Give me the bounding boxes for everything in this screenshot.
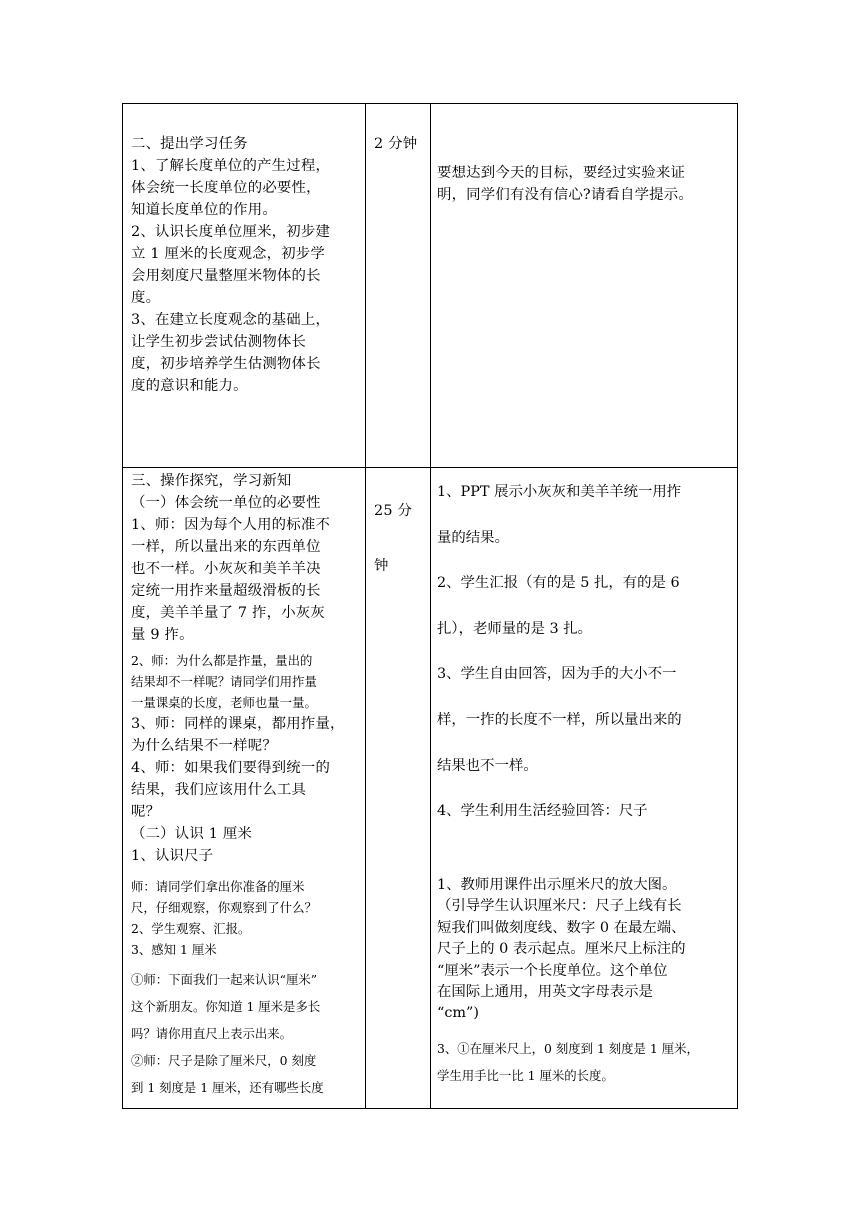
text-line: 4、学生利用生活经验回答：尺子 xyxy=(437,803,648,820)
text-line: 3、感知 1 厘米 xyxy=(131,942,217,957)
text-line: 尺，仔细观察，你观察到了什么？ xyxy=(131,900,317,915)
text-line: 4、师：如果我们要得到统一的 xyxy=(131,760,331,776)
text-line: 为什么结果不一样呢？ xyxy=(131,738,277,754)
text-line: 定统一用拃来量超级滑板的长 xyxy=(131,583,321,599)
column-divider-2 xyxy=(430,103,431,1109)
row2-notes-part-c xyxy=(437,1035,735,1089)
row1-time-cell xyxy=(374,133,429,155)
column-divider-1 xyxy=(365,103,366,1109)
text-line: 3、在建立长度观念的基础上， xyxy=(131,312,331,328)
text-line: 1、PPT 展示小灰灰和美羊羊统一用拃 xyxy=(437,484,682,500)
row2-time-cell xyxy=(374,500,429,577)
text-line: 一量课桌的长度，老师也量一量。 xyxy=(131,695,317,710)
row2-notes-part-a xyxy=(437,470,735,835)
text-line: 样，一拃的长度不一样，所以量出来的 xyxy=(437,711,682,728)
text-line: 也不一样。小灰灰和美羊羊决 xyxy=(131,561,321,577)
text-line: 1、了解长度单位的产生过程， xyxy=(131,158,331,174)
text-line: 3、学生自由回答，因为手的大小不一 xyxy=(437,666,677,683)
text-line: 扎），老师量的是 3 扎。 xyxy=(437,620,593,637)
row2-notes-part-b xyxy=(437,875,735,1025)
text-line: 2、学生观察、汇报。 xyxy=(131,921,251,936)
text-line: “厘米”表示一个长度单位。这个单位 xyxy=(437,962,668,979)
text-line: 让学生初步尝试估测物体长 xyxy=(131,334,307,350)
text-line: 一样，所以量出来的东西单位 xyxy=(131,539,321,555)
text-line: 结果，我们应该用什么工具 xyxy=(131,782,307,798)
text-line: 体会统一长度单位的必要性， xyxy=(131,180,321,196)
text-line: 量 9 拃。 xyxy=(131,627,194,643)
table-border-left xyxy=(122,103,123,1109)
text-line: 2、认识长度单位厘米，初步建 xyxy=(131,224,331,240)
text-line: 3、师：同样的课桌，都用拃量， xyxy=(131,716,345,732)
table-border-right xyxy=(737,103,738,1109)
text-line: （引导学生认识厘米尺：尺子上线有长 xyxy=(437,898,682,915)
text-line: 立 1 厘米的长度观念，初步学 xyxy=(131,246,325,262)
text-line: 度，美羊羊量了 7 拃，小灰灰 xyxy=(131,605,325,621)
text-line: 度，初步培养学生估测物体长 xyxy=(131,356,321,372)
text-line: 1、教师用课件出示厘米尺的放大图。 xyxy=(437,877,677,893)
text-line: 知道长度单位的作用。 xyxy=(131,202,277,218)
text-line: 度。 xyxy=(131,290,161,306)
text-line: 学生用手比一比 1 厘米的长度。 xyxy=(437,1068,614,1083)
text-line: 度的意识和能力。 xyxy=(131,378,248,394)
text-line: 2、学生汇报（有的是 5 扎，有的是 6 xyxy=(437,575,680,592)
row2-activity-part-a xyxy=(131,470,363,646)
row1-activity-cell xyxy=(131,133,363,397)
text-line: 1、认识尺子 xyxy=(131,848,214,864)
text-line: 到 1 刻度是 1 厘米，还有哪些长度 xyxy=(131,1080,324,1095)
text-line: 会用刻度尺量整厘米物体的长 xyxy=(131,268,321,284)
text-line: 3、①在厘米尺上，0 刻度到 1 刻度是 1 厘米， xyxy=(437,1041,699,1056)
text-line: 结果也不一样。 xyxy=(437,757,538,774)
text-line: 尺子上的 0 表示起点。厘米尺上标注的 xyxy=(437,941,686,958)
text-line: ①师：下面我们一起来认识“厘米” xyxy=(131,972,318,987)
text-line: 师：请同学们拿出你准备的厘米 xyxy=(131,879,305,894)
text-line: “cm”) xyxy=(437,1005,480,1022)
text-line: （二）认识 1 厘米 xyxy=(131,826,253,842)
text-line: 明，同学们有没有信心?请看自学提示。 xyxy=(437,187,693,203)
text-line: 吗？请你用直尺上表示出来。 xyxy=(131,1026,293,1041)
row2-activity-part-c xyxy=(131,713,363,867)
row1-notes-cell xyxy=(437,162,735,206)
text-line: 量的结果。 xyxy=(437,529,509,546)
row2-activity-part-d xyxy=(131,876,363,960)
text-line: 2、师：为什么都是拃量，量出的 xyxy=(131,653,313,668)
text-line: 二、提出学习任务 xyxy=(131,136,248,152)
text-line: （一）体会统一单位的必要性 xyxy=(131,495,321,511)
row2-activity-part-b xyxy=(131,650,363,713)
duration-text: 25 分 xyxy=(374,503,413,519)
row2-activity-part-e xyxy=(131,966,363,1101)
text-line: 在国际上通用，用英文字母表示是 xyxy=(437,984,653,1001)
text-line: 要想达到今天的目标，要经过实验来证 xyxy=(437,165,686,181)
lesson-plan-table xyxy=(122,103,738,1109)
text-line: 三、操作探究，学习新知 xyxy=(131,473,292,489)
duration-text: 钟 xyxy=(374,558,389,574)
text-line: 1、师：因为每个人用的标准不 xyxy=(131,517,331,533)
text-line: 结果却不一样呢？请同学们用拃量 xyxy=(131,674,317,689)
text-line: 这个新朋友。你知道 1 厘米是多长 xyxy=(131,999,321,1014)
duration-text: 2 分钟 xyxy=(374,136,418,152)
text-line: ②师：尺子是除了厘米尺，0 刻度 xyxy=(131,1053,317,1068)
text-line: 呢？ xyxy=(131,804,161,820)
text-line: 短我们叫做刻度线、数字 0 在最左端、 xyxy=(437,919,686,936)
